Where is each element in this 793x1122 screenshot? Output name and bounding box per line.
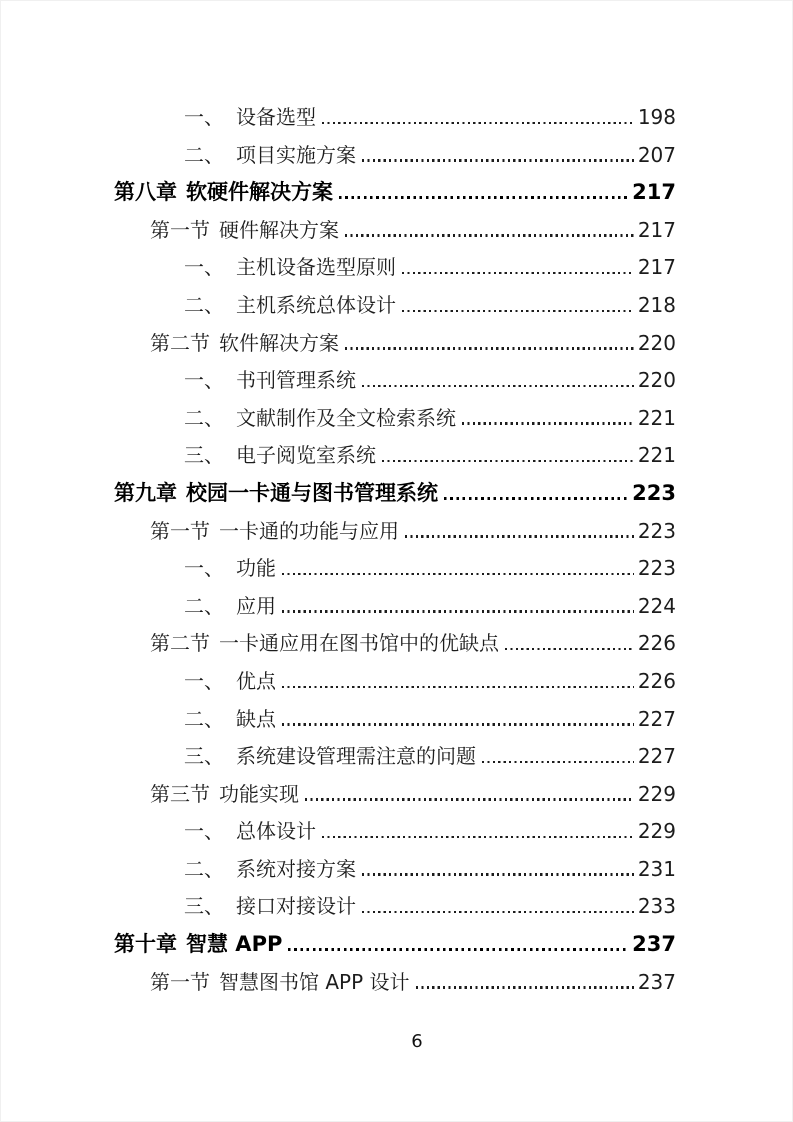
- toc-entry[interactable]: [114, 99, 676, 137]
- toc-entry-title: 智慧 APP: [186, 932, 283, 957]
- toc-entry-page: 221: [637, 405, 676, 430]
- toc-entry-title: 硬件解决方案: [219, 217, 339, 242]
- toc-entry-label: 第一节: [150, 518, 210, 543]
- toc-entry[interactable]: [114, 776, 676, 814]
- toc-entry-title: 电子阅览室系统: [236, 443, 376, 468]
- toc-entry-page: 220: [637, 368, 676, 393]
- toc-entry-label: 二、: [184, 706, 224, 731]
- toc-entry[interactable]: [114, 663, 676, 701]
- toc-entry-page: 227: [637, 744, 676, 769]
- toc-entry[interactable]: [114, 212, 676, 250]
- toc-entry-page: 217: [637, 255, 676, 280]
- toc-entry[interactable]: [114, 362, 676, 400]
- toc-entry-page: 198: [637, 105, 676, 129]
- footer-page-number: 6: [411, 1031, 423, 1052]
- toc-entry[interactable]: [114, 738, 676, 776]
- toc-entry-label: 一、: [184, 556, 224, 581]
- toc-entry-page: 229: [637, 781, 676, 806]
- toc-entry-label: 一、: [184, 368, 224, 393]
- toc-entry-label: 二、: [184, 856, 224, 881]
- toc-entry-label: 第三节: [150, 781, 210, 806]
- toc-entry-label: 二、: [184, 593, 224, 618]
- dotted-leader: [402, 272, 634, 274]
- toc-entry[interactable]: [114, 475, 676, 513]
- toc-entry-label: 一、: [184, 819, 224, 844]
- toc-entry-label: 二、: [184, 405, 224, 430]
- toc-entry[interactable]: [114, 325, 676, 363]
- toc-entry[interactable]: [114, 588, 676, 626]
- dotted-leader: [288, 948, 628, 951]
- toc-entry-page: 227: [637, 706, 676, 731]
- toc-entry-label: 第二节: [150, 330, 210, 355]
- dotted-leader: [416, 986, 634, 988]
- toc-entry[interactable]: [114, 249, 676, 287]
- toc-entry-title: 一卡通的功能与应用: [219, 518, 399, 543]
- toc-entry-title: 文献制作及全文检索系统: [236, 405, 456, 430]
- toc-entry-page: 226: [637, 668, 676, 693]
- toc-entry-title: 主机系统总体设计: [236, 292, 396, 317]
- toc-entry[interactable]: [114, 400, 676, 438]
- dotted-leader: [405, 535, 634, 537]
- toc-entry-title: 设备选型: [236, 105, 316, 129]
- dotted-leader: [322, 122, 634, 124]
- toc-entry-title: 系统对接方案: [236, 856, 356, 881]
- toc-entry-label: 三、: [184, 443, 224, 468]
- toc-entry-label: 第一节: [150, 969, 210, 994]
- dotted-leader: [282, 686, 634, 688]
- dotted-leader: [345, 234, 634, 236]
- toc-entry[interactable]: [114, 888, 676, 926]
- dotted-leader: [282, 573, 634, 575]
- toc-entry-title: 应用: [236, 593, 276, 618]
- toc-entry-title: 书刊管理系统: [236, 368, 356, 393]
- toc-entry-page: 218: [637, 292, 676, 317]
- toc-entry-page: 223: [637, 518, 676, 543]
- toc-entry-label: 一、: [184, 105, 224, 129]
- dotted-leader: [444, 497, 628, 500]
- dotted-leader: [362, 873, 634, 875]
- dotted-leader: [482, 761, 634, 763]
- toc-entry-page: 237: [632, 932, 676, 957]
- toc-entry[interactable]: [114, 625, 676, 663]
- toc-entry-title: 接口对接设计: [236, 894, 356, 919]
- toc-entry[interactable]: [114, 926, 676, 964]
- toc-entry-label: 第八章: [114, 180, 177, 205]
- toc-entry[interactable]: [114, 287, 676, 325]
- toc-entry[interactable]: [114, 813, 676, 851]
- dotted-leader: [505, 648, 634, 650]
- toc-entry-page: 226: [637, 631, 676, 656]
- toc-entry-page: 217: [637, 217, 676, 242]
- toc-entry-page: 217: [632, 180, 676, 205]
- toc-entry-page: 237: [637, 969, 676, 994]
- toc-entry-title: 优点: [236, 668, 276, 693]
- toc-entry-label: 第二节: [150, 631, 210, 656]
- toc-entry-label: 二、: [184, 142, 224, 167]
- dotted-leader: [362, 159, 634, 161]
- toc-entry-title: 功能实现: [219, 781, 299, 806]
- dotted-leader: [305, 798, 634, 800]
- toc-entry-label: 第九章: [114, 480, 177, 505]
- toc-entry-title: 校园一卡通与图书管理系统: [186, 480, 438, 505]
- toc-entry[interactable]: [114, 513, 676, 551]
- dotted-leader: [282, 610, 634, 612]
- dotted-leader: [345, 347, 634, 349]
- dotted-leader: [322, 836, 634, 838]
- toc: [114, 99, 676, 1001]
- toc-entry-label: 第一节: [150, 217, 210, 242]
- toc-entry[interactable]: [114, 437, 676, 475]
- toc-entry-title: 一卡通应用在图书馆中的优缺点: [219, 631, 499, 656]
- toc-entry-page: 223: [637, 556, 676, 581]
- toc-entry-title: 智慧图书馆 APP 设计: [219, 969, 410, 994]
- toc-entry-title: 软硬件解决方案: [186, 180, 333, 205]
- toc-entry-label: 三、: [184, 744, 224, 769]
- toc-entry-title: 主机设备选型原则: [236, 255, 396, 280]
- toc-entry-page: 229: [637, 819, 676, 844]
- toc-entry-label: 三、: [184, 894, 224, 919]
- toc-entry-page: 223: [632, 480, 676, 505]
- toc-entry-label: 第十章: [114, 932, 177, 957]
- toc-entry-label: 一、: [184, 255, 224, 280]
- toc-entry-label: 一、: [184, 668, 224, 693]
- toc-entry-title: 总体设计: [236, 819, 316, 844]
- toc-entry[interactable]: [114, 701, 676, 739]
- toc-entry-title: 项目实施方案: [236, 142, 356, 167]
- toc-entry-title: 缺点: [236, 706, 276, 731]
- toc-entry-page: 221: [637, 443, 676, 468]
- toc-entry-title: 软件解决方案: [219, 330, 339, 355]
- toc-entry[interactable]: [114, 137, 676, 175]
- toc-entry[interactable]: [114, 964, 676, 1002]
- toc-entry-title: 功能: [236, 556, 276, 581]
- toc-entry-page: 233: [637, 894, 676, 919]
- dotted-leader: [362, 911, 634, 913]
- toc-entry-page: 224: [637, 593, 676, 618]
- dotted-leader: [282, 723, 634, 725]
- toc-entry-page: 207: [637, 142, 676, 167]
- dotted-leader: [402, 310, 634, 312]
- toc-entry[interactable]: [114, 174, 676, 212]
- toc-entry-label: 二、: [184, 292, 224, 317]
- toc-entry[interactable]: [114, 851, 676, 889]
- toc-entry[interactable]: [114, 550, 676, 588]
- toc-entry-page: 220: [637, 330, 676, 355]
- toc-entry-title: 系统建设管理需注意的问题: [236, 744, 476, 769]
- dotted-leader: [339, 196, 628, 199]
- toc-entry-page: 231: [637, 856, 676, 881]
- dotted-leader: [362, 385, 634, 387]
- dotted-leader: [382, 460, 634, 462]
- dotted-leader: [462, 422, 634, 424]
